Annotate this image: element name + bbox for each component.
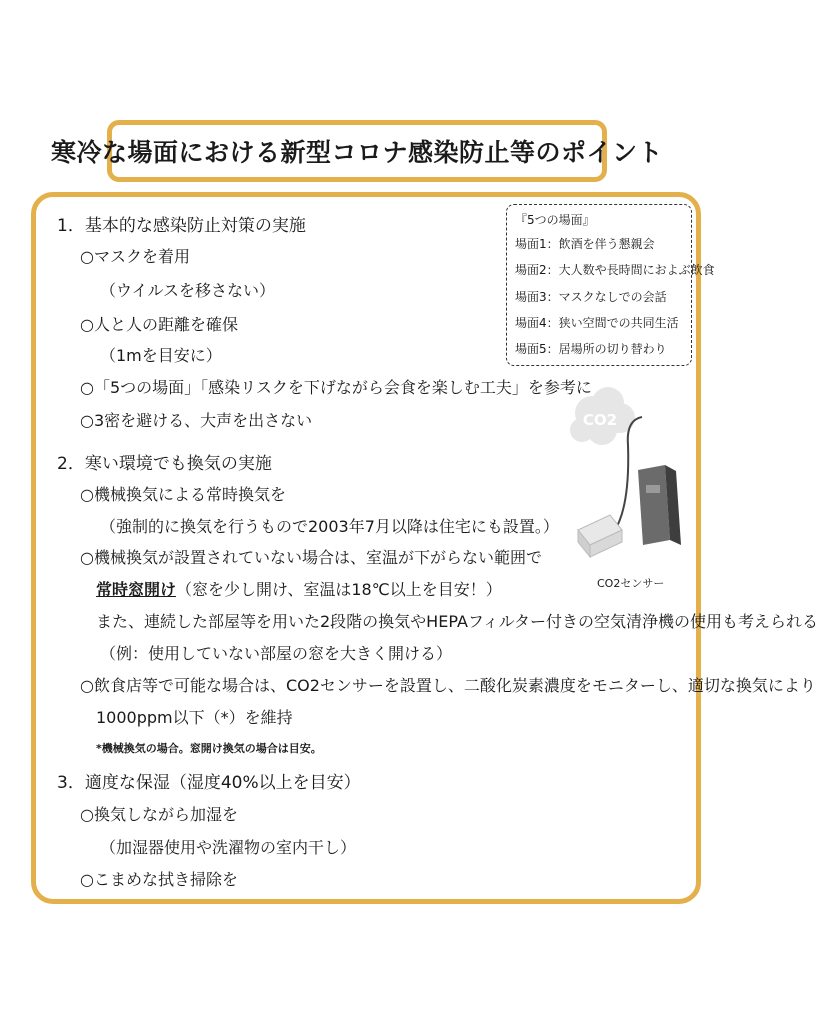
section1-item-mask-sub: （ウイルスを移さない） [100,281,276,300]
section2-item-no-mechanical: ○機械換気が設置されていない場合は、室温が下がらない範囲で [80,548,542,567]
co2-sensor-label: CO2センサー [597,577,665,590]
scene-item: 場面1：飲酒を伴う懇親会 [515,237,655,251]
sensor-probe-icon [578,515,622,557]
scene-item: 場面3：マスクなしでの会話 [515,290,667,304]
section2-item-example: （例：使用していない部屋の窓を大きく開ける） [100,644,453,663]
section2-item-mechanical-sub: （強制的に換気を行うもので2003年7月以降は住宅にも設置。） [100,517,559,536]
section3-item-wipe: ○こまめな拭き掃除を [80,870,238,889]
section1-item-distance: ○人と人の距離を確保 [80,315,238,334]
always-open-window-emphasis: 常時窓開け [96,580,177,599]
sensor-unit-icon [638,465,681,545]
page-title: 寒冷な場面における新型コロナ感染防止等のポイント [51,138,664,167]
co2-sensor-illustration [560,385,710,585]
title-box [51,120,664,182]
section1-item-mask: ○マスクを着用 [80,247,190,266]
sensor-cable [615,417,642,530]
section3-heading: 3．適度な保湿（湿度40%以上を目安） [57,773,361,793]
co2-cloud-text: CO2 [582,411,618,429]
section2-item-mechanical: ○機械換気による常時換気を [80,485,286,504]
section1-item-five-scenes: ○「5つの場面」「感染リスクを下げながら会食を楽しむ工夫」を参考に [80,378,592,397]
scene-item: 場面4：狭い空間での共同生活 [515,316,679,330]
co2-cloud-icon [570,387,635,445]
section2-item-two-stage: また、連続した部屋等を用いた2段階の換気やHEPAフィルター付きの空気清浄機の使用も考えられる [96,612,818,631]
five-scenes-title: 『5つの場面』 [515,213,595,227]
section2-note: *機械換気の場合。窓開け換気の場合は目安。 [96,742,322,755]
section3-item-humidify: ○換気しながら加湿を [80,805,238,824]
scene-item: 場面2：大人数や長時間におよぶ飲食 [515,263,715,277]
section2-heading: 2．寒い環境でも換気の実施 [57,454,272,474]
section1-item-three-c: ○3密を避ける、大声を出さない [80,411,313,430]
window-detail: （窓を少し開け、室温は18℃以上を目安！） [176,580,502,599]
section2-item-co2: ○飲食店等で可能な場合は、CO2センサーを設置し、二酸化炭素濃度をモニターし、適切な換気により [80,676,816,695]
section2-item-window-line [96,580,502,600]
section2-item-co2-target: 1000ppm以下（*）を維持 [96,708,293,727]
scene-item: 場面5：居場所の切り替わり [515,342,667,356]
section3-item-humidify-sub: （加湿器使用や洗濯物の室内干し） [100,838,357,857]
section1-item-distance-sub: （1mを目安に） [100,346,222,365]
section1-heading: 1．基本的な感染防止対策の実施 [57,216,306,236]
